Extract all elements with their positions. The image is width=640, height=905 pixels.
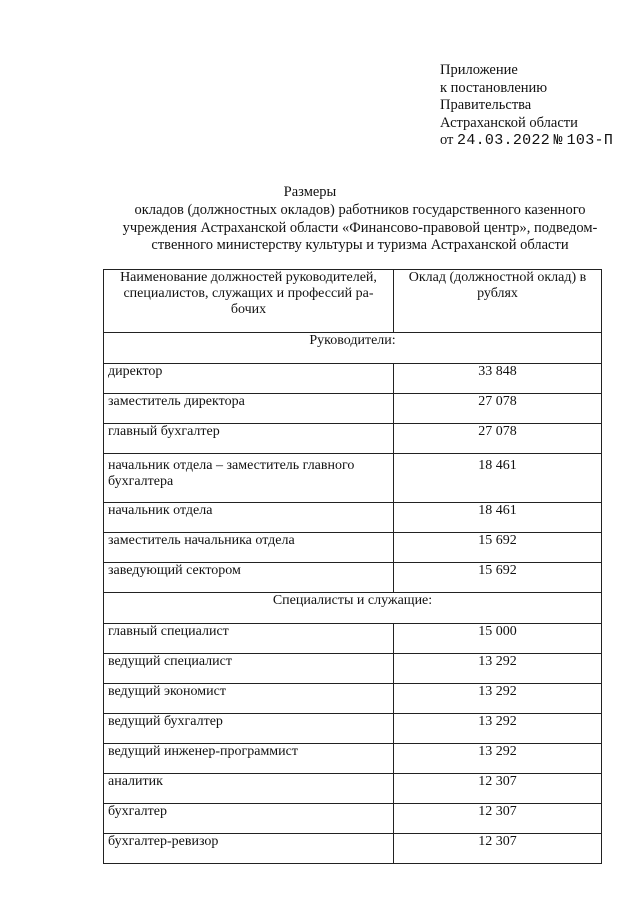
title-line-2: учреждения Астраханской области «Финансово-правовой центр», подведом- (122, 219, 598, 236)
appendix-line-4: Астраханской области (440, 114, 578, 131)
salary-value: 12 307 (394, 804, 602, 834)
salary-value: 12 307 (394, 774, 602, 804)
appendix-block (440, 62, 613, 150)
position-name: директор (104, 364, 394, 394)
salary-value: 15 692 (394, 533, 602, 563)
position-name: бухгалтер (104, 804, 394, 834)
salary-value: 18 461 (394, 503, 602, 533)
position-name: ведущий инженер-программист (104, 744, 394, 774)
appendix-line-3: Правительства (440, 97, 532, 113)
order-date: 24.03.2022 (457, 132, 551, 149)
position-name: заместитель начальника отдела (104, 533, 394, 563)
section-title: Специалисты и служащие: (104, 593, 602, 624)
salary-value: 13 292 (394, 714, 602, 744)
order-number-sign: № (553, 132, 563, 149)
document-title (100, 184, 520, 202)
position-name: заведующий сектором (104, 563, 394, 593)
salary-value: 13 292 (394, 684, 602, 714)
order-reference (440, 132, 613, 150)
table-row (104, 503, 602, 533)
table-row (104, 684, 602, 714)
document-subtitle (90, 202, 630, 255)
position-name: аналитик (104, 774, 394, 804)
salary-value: 18 461 (394, 454, 602, 503)
table-row (104, 834, 602, 864)
order-prefix: от (440, 132, 454, 148)
table-row (104, 563, 602, 593)
position-name: главный специалист (104, 624, 394, 654)
salary-value: 13 292 (394, 654, 602, 684)
salary-value: 27 078 (394, 394, 602, 424)
position-name: заместитель директора (104, 394, 394, 424)
position-name: ведущий специалист (104, 654, 394, 684)
appendix-line-2: к постановлению (440, 79, 548, 96)
position-name: ведущий экономист (104, 684, 394, 714)
header-position: Наименование должностей руководителей, специалистов, служащих и профессий ра-бочих (104, 270, 394, 333)
position-name: ведущий бухгалтер (104, 714, 394, 744)
salary-value: 15 692 (394, 563, 602, 593)
salary-value: 33 848 (394, 364, 602, 394)
title-line-1: окладов (должностных окладов) работников государственного казенного (134, 202, 586, 218)
table-row (104, 654, 602, 684)
title-line-3: ственного министерству культуры и туризма Астраханской области (151, 237, 569, 253)
salary-value: 27 078 (394, 424, 602, 454)
section-title: Руководители: (104, 333, 602, 364)
salary-value: 15 000 (394, 624, 602, 654)
table-row (104, 714, 602, 744)
table-row (104, 454, 602, 503)
salary-table (103, 269, 602, 864)
table-row (104, 774, 602, 804)
salary-value: 13 292 (394, 744, 602, 774)
header-salary: Оклад (должностной оклад) в рублях (394, 270, 602, 333)
section-row-managers (104, 333, 602, 364)
appendix-line-1: Приложение (440, 62, 518, 78)
table-row (104, 364, 602, 394)
table-row (104, 394, 602, 424)
table-row (104, 744, 602, 774)
table-row (104, 624, 602, 654)
position-name: начальник отдела – заместитель главного бухгалтера (104, 454, 394, 503)
table-header-row (104, 270, 602, 333)
position-name: начальник отдела (104, 503, 394, 533)
order-number: 103-П (566, 132, 614, 149)
section-row-specialists (104, 593, 602, 624)
title-heading: Размеры (283, 184, 337, 200)
salary-value: 12 307 (394, 834, 602, 864)
position-name: бухгалтер-ревизор (104, 834, 394, 864)
table-row (104, 424, 602, 454)
table-row (104, 804, 602, 834)
table-row (104, 533, 602, 563)
position-name: главный бухгалтер (104, 424, 394, 454)
